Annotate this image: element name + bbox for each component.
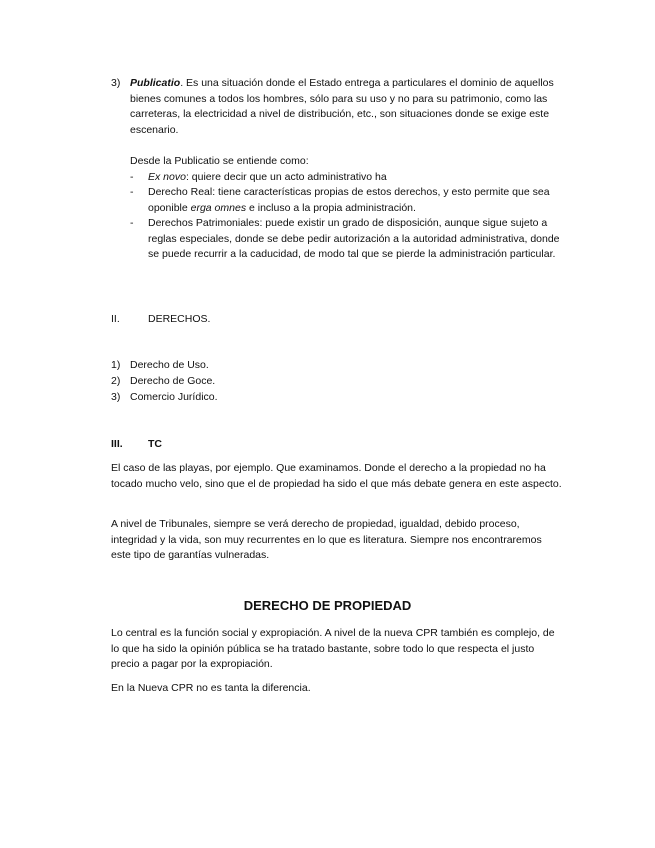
publicatio-intro: Desde la Publicatio se entiende como: [130, 155, 309, 167]
list-item: Comercio Jurídico. [130, 391, 218, 403]
list-number: 2) [111, 375, 121, 387]
publicatio-definition: . Es una situación donde el Estado entrega a particulares el dominio de aquellos bienes comunes a todos los hombres, sólo para su uso y no para su patrimonio, como las carreteras, la electricidad a nivel de distribución, etc., son situaciones donde se exige este escenario. [130, 77, 554, 136]
bullet-dash: - [130, 171, 134, 183]
bullet-derecho-real [148, 185, 562, 216]
bullet-emphasis: erga omnes [190, 201, 247, 214]
bullet-text: e incluso a la propia administración. [246, 201, 416, 214]
publicatio-term: Publicatio [130, 77, 181, 89]
bullet-dash: - [130, 217, 134, 229]
section-number: III. [111, 438, 123, 450]
propiedad-paragraph: En la Nueva CPR no es tanta la diferencia. [111, 682, 311, 694]
bullet-ex-novo [148, 170, 562, 186]
bullet-dash: - [130, 186, 134, 198]
section-number: II. [111, 313, 120, 325]
section-title: DERECHOS. [148, 313, 211, 325]
tc-paragraph: El caso de las playas, por ejemplo. Que examinamos. Donde el derecho a la propiedad no ha tocado mucho velo, sino que el de propiedad ha sido el que más debate genera en este aspecto. [111, 462, 562, 490]
bullet-text: : quiere decir que un acto administrativo ha [185, 171, 387, 183]
list-number: 1) [111, 359, 121, 371]
section-title: TC [148, 438, 162, 450]
bullet-derechos-patrimoniales: Derechos Patrimoniales: puede existir un grado de disposición, aunque sigue sujeto a reglas especiales, donde se debe pedir autorización a la autoridad administrativa, donde se puede recurrir a la caducidad, de modo tal que se pierde la administración particular. [148, 217, 560, 261]
list-number: 3) [111, 391, 121, 403]
list-item: Derecho de Goce. [130, 375, 216, 387]
section-heading: DERECHO DE PROPIEDAD [243, 598, 412, 613]
bullet-emphasis: Ex novo [148, 171, 186, 183]
propiedad-paragraph: Lo central es la función social y expropiación. A nivel de la nueva CPR también es complejo, de lo que ha sido la opinión pública se ha tratado bastante, sobre todo lo que respecta el justo precio a pagar por la expropiación. [111, 627, 555, 671]
bullet-text: Derecho Real: tiene características propias de estos derechos, y esto permite que sea oponible [148, 186, 550, 214]
list-item: Derecho de Uso. [130, 359, 209, 371]
publicatio-paragraph [130, 76, 562, 138]
tc-paragraph: A nivel de Tribunales, siempre se verá derecho de propiedad, igualdad, debido proceso, integridad y la vida, son muy recurrentes en lo que es literatura. Siempre nos encontraremos este tipo de garantías vulneradas. [111, 518, 542, 562]
list-number: 3) [111, 77, 121, 89]
